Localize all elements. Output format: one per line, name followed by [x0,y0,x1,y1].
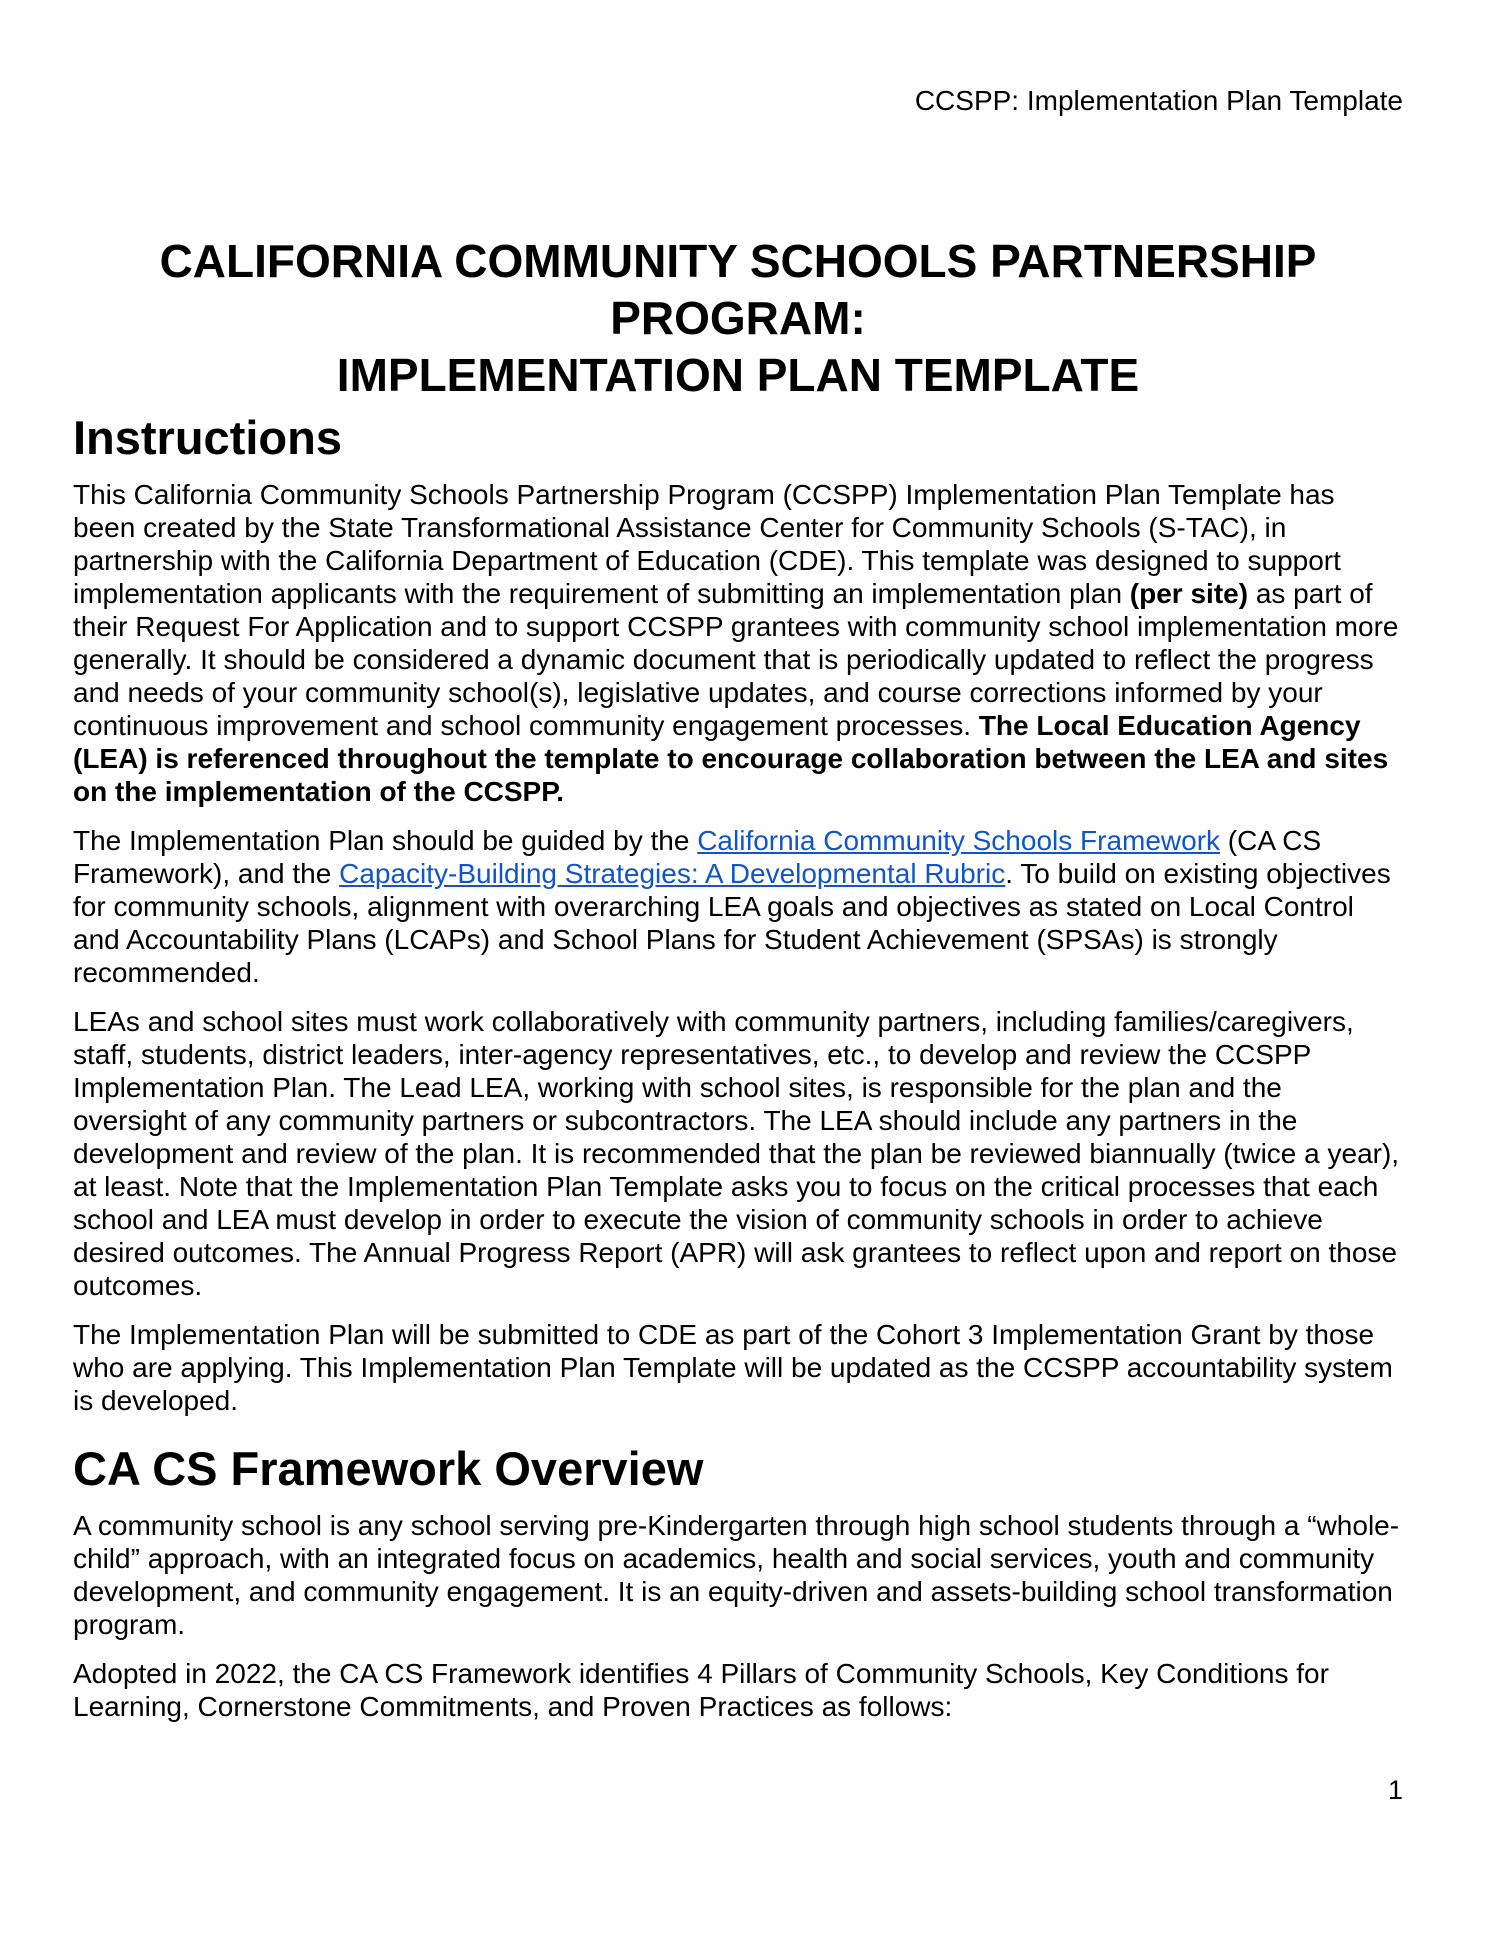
body-text: This California Community Schools Partnership Program (CCSPP) Implementation Plan Template has been created by the State Transformational Assistance Center for Community Schools (S-TAC), in partnership with the California Department of Education (CDE). This template was designed to support implementation applicants with the requirement of submitting an implementation plan [73,479,1341,609]
body-text: as part of their Request For Application and to support CCSPP grantees with community school implementation more generally. It should be considered a dynamic document that is periodically updated to reflect the progress and needs of your community school(s), legislative updates, and course corrections informed by your continuous improvement and school community engagement processes. [73,578,1399,741]
body-text: LEAs and school sites must work collaboratively with community partners, including families/caregivers, staff, students, district leaders, inter-agency representatives, etc., to develop and review the CCSPP Implementation Plan. The Lead LEA, working with school sites, is responsible for the plan and the oversight of any community partners or subcontractors. The LEA should include any partners in the development and review of the plan. It is recommended that the plan be reviewed biannually (twice a year), at least. Note that the Implementation Plan Template asks you to focus on the critical processes that each school and LEA must develop in order to execute the vision of community schools in order to achieve desired outcomes. The Annual Progress Report (APR) will ask grantees to reflect upon and report on those outcomes. [73,1006,1400,1301]
body-text: A community school is any school serving pre-Kindergarten through high school students through a “whole-child” approach, with an integrated focus on academics, health and social services, youth and community development, and community engagement. It is an equity-driven and assets-building school transformation program. [73,1510,1400,1640]
body-text: . To build on existing objectives for community schools, alignment with overarching LEA goals and objectives as stated on Local Control and Accountability Plans (LCAPs) and School Plans for Student Achievement (SPSAs) is strongly recommended. [73,858,1391,988]
section-framework-overview [73,1443,1403,1723]
body-text: The Implementation Plan should be guided by the [73,825,698,856]
title-line-2: IMPLEMENTATION PLAN TEMPLATE [336,349,1140,401]
section-instructions [73,412,1403,1417]
paragraph [73,1657,1403,1723]
bold-text: (per site) [1129,578,1249,609]
paragraph [73,1005,1403,1302]
paragraph [73,478,1403,808]
paragraph [73,824,1403,989]
running-header: CCSPP: Implementation Plan Template [914,85,1403,116]
page-number: 1 [1387,1775,1403,1805]
section-heading-instructions: Instructions [73,411,342,464]
link-capacity-building-rubric[interactable]: Capacity-Building Strategies: A Developmental Rubric [339,858,1006,889]
link-ca-cs-framework[interactable]: California Community Schools Framework [697,825,1221,856]
body-text: The Implementation Plan will be submitted to CDE as part of the Cohort 3 Implementation Grant by those who are applying. This Implementation Plan Template will be updated as the CCSPP accountability system is developed. [73,1319,1393,1416]
bold-text: The Local Education Agency (LEA) is referenced throughout the template to encourage collaboration between the LEA and sites on the implementation of the CCSPP. [73,710,1389,807]
body-text: (CA CS Framework), and the [73,825,1322,889]
title-line-1: CALIFORNIA COMMUNITY SCHOOLS PARTNERSHIP PROGRAM: [159,235,1317,344]
paragraph [73,1318,1403,1417]
paragraph [73,1509,1403,1641]
document-title [73,233,1403,404]
body-text: Adopted in 2022, the CA CS Framework identifies 4 Pillars of Community Schools, Key Conditions for Learning, Cornerstone Commitments, and Proven Practices as follows: [73,1658,1329,1722]
section-heading-framework-overview: CA CS Framework Overview [73,1442,704,1495]
